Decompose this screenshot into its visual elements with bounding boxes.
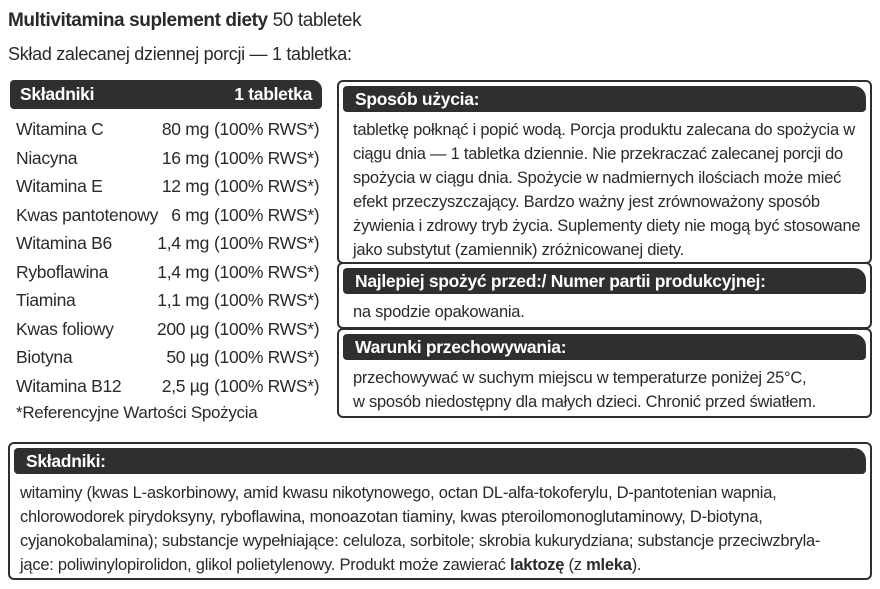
nutrient-name: Witamina C — [16, 119, 104, 139]
nutrient-name: Kwas pantotenowy — [16, 204, 159, 225]
storage-section — [337, 328, 872, 418]
nutrition-row — [10, 258, 322, 287]
nutrient-amount: 6 mg — [171, 204, 209, 225]
nutrition-row — [10, 201, 322, 230]
product-name: Multivitamina suplement diety — [8, 10, 268, 31]
nutrient-name: Witamina B6 — [16, 233, 112, 253]
product-title — [8, 10, 361, 32]
nutrient-name: Tiamina — [16, 290, 76, 310]
ingredients-section — [8, 442, 872, 580]
ingredients-last-line: jące: poliwinylopirolidon, glikol polietylenowy. Produkt może zawierać laktozę (z mleka). — [20, 556, 642, 574]
text-line: przechowywać w suchym miejscu w temperaturze poniżej 25°C, — [353, 369, 807, 387]
ingredients-text — [10, 478, 870, 577]
best-before-text: na spodzie opakowania. — [353, 303, 525, 321]
nutrient-name: Kwas foliowy — [16, 318, 114, 339]
nutrient-amount: 1,1 mg — [157, 290, 209, 310]
text-line: w sposób niedostępny dla małych dzieci. Chronić przed światłem. — [353, 393, 816, 411]
nutrient-name: Witamina E — [16, 176, 103, 196]
storage-text — [339, 364, 870, 414]
text-line: tabletkę połknąć i popić wodą. Porcja produktu zalecana do spożycia w — [353, 121, 855, 139]
nutrition-rows — [10, 115, 322, 400]
nutrition-table — [10, 80, 322, 400]
nutrient-name: Biotyna — [16, 347, 73, 367]
nutrient-rws: (100% RWS*) — [214, 233, 320, 253]
nutrient-rws: (100% RWS*) — [214, 375, 320, 396]
nutrition-table-header — [10, 80, 322, 109]
nutrient-rws: (100% RWS*) — [214, 318, 320, 339]
best-before-section — [337, 262, 872, 329]
nutrient-name: Niacyna — [16, 147, 78, 168]
nutrition-row — [10, 144, 322, 173]
column-header-amount: 1 tabletka — [234, 84, 312, 104]
nutrition-row — [10, 372, 322, 401]
text-line: ciągu dnia — 1 tabletka dziennie. Nie przekraczać zalecanej porcji do — [353, 145, 843, 163]
text-line: chlorowodorek pirydoksyny, ryboflawina, monoazotan tiaminy, kwas pteroilomonoglutaminowy, D-biotyna, — [20, 508, 763, 526]
nutrition-row — [10, 115, 322, 144]
nutrient-amount: 2,5 µg — [161, 375, 209, 396]
allergen-lactose: laktozę — [510, 556, 565, 574]
nutrient-amount: 1,4 mg — [157, 233, 209, 253]
nutrition-row — [10, 315, 322, 344]
usage-heading: Sposób użycia: — [343, 86, 866, 112]
footnote: *Referencyjne Wartości Spożycia — [16, 403, 258, 422]
nutrient-name: Witamina B12 — [16, 375, 122, 396]
nutrient-amount: 50 µg — [166, 347, 209, 367]
text-line: żywienia i zdrowy tryb życia. Suplementy diety nie mogą być stosowane — [353, 217, 861, 235]
nutrient-rws: (100% RWS*) — [214, 290, 320, 310]
nutrient-amount: 200 µg — [156, 318, 209, 339]
nutrient-rws: (100% RWS*) — [214, 176, 320, 196]
nutrient-amount: 16 mg — [161, 147, 209, 168]
nutrient-name: Ryboflawina — [16, 261, 109, 282]
text-line: efekt przeczyszczający. Bardzo ważny jest zrównoważony sposób — [353, 193, 820, 211]
nutrient-rws: (100% RWS*) — [214, 261, 320, 282]
nutrient-rws: (100% RWS*) — [214, 347, 320, 367]
nutrient-rws: (100% RWS*) — [214, 204, 320, 225]
nutrition-row — [10, 343, 322, 372]
text-line: cyjanokobalamina); substancje wypełniające: celuloza, sorbitole; skrobia kukurydziana; substancje przeciwzbryla- — [20, 532, 821, 550]
best-before-heading: Najlepiej spożyć przed:/ Numer partii produkcyjnej: — [343, 268, 866, 294]
nutrient-amount: 1,4 mg — [157, 261, 209, 282]
nutrition-row — [10, 229, 322, 258]
portion-subtitle: Skład zalecanej dziennej porcji — 1 tabletka: — [8, 44, 352, 64]
nutrient-rws: (100% RWS*) — [214, 147, 320, 168]
nutrition-row — [10, 172, 322, 201]
allergen-milk: mleka — [586, 556, 632, 574]
usage-text — [339, 116, 870, 262]
nutrient-amount: 80 mg — [161, 119, 209, 139]
nutrient-rws: (100% RWS*) — [214, 119, 320, 139]
storage-heading: Warunki przechowywania: — [343, 334, 866, 360]
text-line: jako substytut (zamiennik) zróżnicowanej diety. — [353, 241, 684, 259]
column-header-ingredients: Składniki — [20, 84, 95, 104]
ingredients-heading: Składniki: — [14, 448, 866, 474]
nutrition-row — [10, 286, 322, 315]
text-line: witaminy (kwas L-askorbinowy, amid kwasu nikotynowego, octan DL-alfa-tokoferylu, D-pantotenian wapnia, — [20, 484, 777, 502]
nutrient-amount: 12 mg — [161, 176, 209, 196]
product-count: 50 tabletek — [272, 10, 362, 31]
text-line: spożycia w ciągu dnia. Spożycie w nadmiernych ilościach może mieć — [353, 169, 842, 187]
usage-section — [337, 80, 872, 264]
